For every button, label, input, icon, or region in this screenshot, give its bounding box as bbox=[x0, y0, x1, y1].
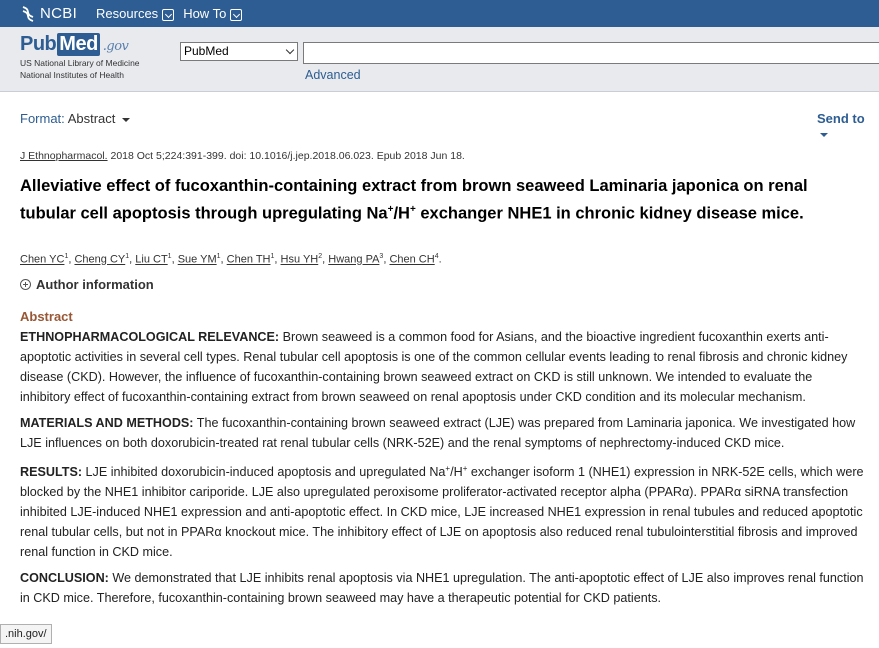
section-label: CONCLUSION: bbox=[20, 571, 109, 586]
author-affiliation: 3 bbox=[379, 253, 384, 260]
database-select[interactable] bbox=[180, 42, 298, 61]
expand-plus-icon bbox=[20, 279, 31, 290]
search-input[interactable] bbox=[303, 42, 879, 64]
author-affiliation: 4 bbox=[434, 253, 439, 260]
database-select-value: PubMed bbox=[184, 44, 229, 58]
logo-pub: Pub bbox=[20, 33, 57, 55]
citation-details: 2018 Oct 5;224:391-399. doi: 10.1016/j.jep.2018.06.023. Epub 2018 Jun 18. bbox=[107, 150, 465, 162]
advanced-search-link[interactable]: Advanced bbox=[305, 68, 361, 82]
section-text: exchanger isoform 1 (NHE1) expression in NRK-52E cells, which were blocked by the NHE1 inhibitor cariporide. LJE also upregulated peroxisome proliferator-activated receptor alpha (PPARα). PPARα siRNA transfection inhibited LJE-induced NHE1 expression and anti-apoptotic effect. In CKD mice, LJE increased NHE1 expression in renal tubules and reduced apoptotic renal tubular cells, but not in PPARα knockout mice. The inhibitory effect of LJE on apoptosis also reduced renal tubulointerstitial fibrosis and improved renal function in CKD mice. bbox=[20, 465, 864, 560]
caret-down-icon bbox=[122, 118, 130, 122]
section-label: RESULTS: bbox=[20, 465, 83, 480]
author-affiliation: 1 bbox=[270, 253, 275, 260]
author-information-label: Author information bbox=[36, 277, 154, 292]
ncbi-logo[interactable] bbox=[20, 5, 77, 23]
how-to-menu[interactable] bbox=[183, 6, 242, 21]
section-text: Brown seaweed is a common food for Asians, and the bioactive ingredient fucoxanthin exerts anti-apoptotic activities in several cell types. Renal tubular cell apoptosis is one of the common cellular events leading to renal fibrosis and chronic kidney disease (CKD). However, the influence of fucoxanthin-containing brown seaweed extract on CKD is still unknown. We intended to evaluate the inhibitory effect of fucoxanthin-containing extract from brown seaweed on renal apoptosis under CKD condition and its molecular mechanism. bbox=[20, 330, 848, 404]
author-affiliation: 1 bbox=[216, 253, 221, 260]
ncbi-helix-icon bbox=[20, 5, 36, 23]
abstract-methods bbox=[20, 413, 865, 453]
ncbi-top-bar bbox=[0, 0, 879, 27]
resources-label: Resources bbox=[96, 6, 159, 21]
citation bbox=[20, 150, 465, 162]
nih-label: National Institutes of Health bbox=[20, 70, 124, 80]
logo-gov: .gov bbox=[102, 39, 129, 54]
chevron-down-icon bbox=[286, 46, 294, 54]
send-to-label: Send to bbox=[817, 111, 865, 126]
author-affiliation: 1 bbox=[167, 253, 172, 260]
author-link[interactable]: Chen CH bbox=[389, 253, 435, 266]
author-list: Chen $YC^1$, Cheng $CY^1$, Liu $CT^1$, Sue $YM^1$, Chen $TH^1$, Hsu $YH^2$, Hwang $PA^3$, Chen $CH^4$. bbox=[20, 253, 442, 266]
caret-down-icon bbox=[820, 133, 828, 137]
section-label: ETHNOPHARMACOLOGICAL RELEVANCE: bbox=[20, 330, 280, 344]
logo-med: Med bbox=[59, 33, 98, 55]
section-label: MATERIALS AND METHODS: bbox=[20, 416, 194, 430]
section-sup: + bbox=[445, 464, 451, 473]
journal-link[interactable]: J Ethnopharmacol. bbox=[20, 150, 108, 162]
author-affiliation: 2 bbox=[318, 253, 323, 260]
author-link[interactable]: Liu CT bbox=[135, 253, 168, 266]
chevron-down-icon bbox=[162, 9, 174, 21]
author-link[interactable]: Cheng CY bbox=[74, 253, 126, 266]
title-part: /H bbox=[393, 204, 410, 223]
author-link[interactable]: Chen YC bbox=[20, 253, 65, 266]
nlm-label: US National Library of Medicine bbox=[20, 58, 140, 68]
title-sup: + bbox=[409, 204, 416, 215]
abstract-heading: Abstract bbox=[20, 309, 73, 324]
title-sup: + bbox=[387, 204, 394, 215]
pubmed-logo[interactable] bbox=[20, 33, 140, 80]
section-text: /H bbox=[450, 465, 463, 480]
section-text: We demonstrated that LJE inhibits renal apoptosis via NHE1 upregulation. The anti-apoptotic effect of LJE also improves renal function in CKD mice. Therefore, fucoxanthin-containing brown seaweed may have a therapeutic potential for CKD patients. bbox=[20, 571, 864, 606]
section-text: The fucoxanthin-containing brown seaweed extract (LJE) was prepared from Laminaria japonica. We investigated how LJE influences on both doxorubicin-treated rat renal tubular cells (NRK-52E) and the renal symptoms of nephrectomy-induced CKD mice. bbox=[20, 416, 856, 450]
author-link[interactable]: Sue YM bbox=[177, 253, 217, 266]
how-to-label: How To bbox=[183, 6, 227, 21]
format-selector[interactable] bbox=[20, 111, 130, 126]
abstract-results bbox=[20, 459, 865, 562]
section-sup: + bbox=[462, 464, 468, 473]
section-text: LJE inhibited doxorubicin-induced apoptosis and upregulated Na bbox=[82, 465, 446, 480]
author-link[interactable]: Hsu YH bbox=[280, 253, 319, 266]
status-bar-url: .nih.gov/ bbox=[0, 624, 52, 644]
abstract-body bbox=[20, 327, 865, 614]
author-link[interactable]: Chen TH bbox=[226, 253, 271, 266]
title-part: exchanger NHE1 in chronic kidney disease mice. bbox=[415, 204, 804, 223]
ncbi-logo-text: NCBI bbox=[40, 5, 78, 22]
send-to-button[interactable] bbox=[817, 111, 879, 141]
article-title bbox=[20, 175, 865, 226]
resources-menu[interactable] bbox=[96, 6, 174, 21]
search-header bbox=[0, 27, 879, 92]
abstract-relevance bbox=[20, 327, 865, 407]
chevron-down-icon bbox=[230, 9, 242, 21]
author-information-toggle[interactable] bbox=[20, 277, 154, 292]
author-affiliation: 1 bbox=[125, 253, 130, 260]
author-link[interactable]: Hwang PA bbox=[328, 253, 380, 266]
abstract-conclusion bbox=[20, 568, 865, 608]
format-value: Abstract bbox=[67, 111, 116, 126]
format-label: Format: bbox=[20, 111, 65, 126]
author-affiliation: 1 bbox=[64, 253, 69, 260]
ncbi-menu bbox=[96, 6, 251, 21]
title-part: Alleviative effect of fucoxanthin-containing extract from brown seaweed Laminaria japonica on renal tubular cell apoptosis through upregulating Na bbox=[20, 177, 808, 223]
